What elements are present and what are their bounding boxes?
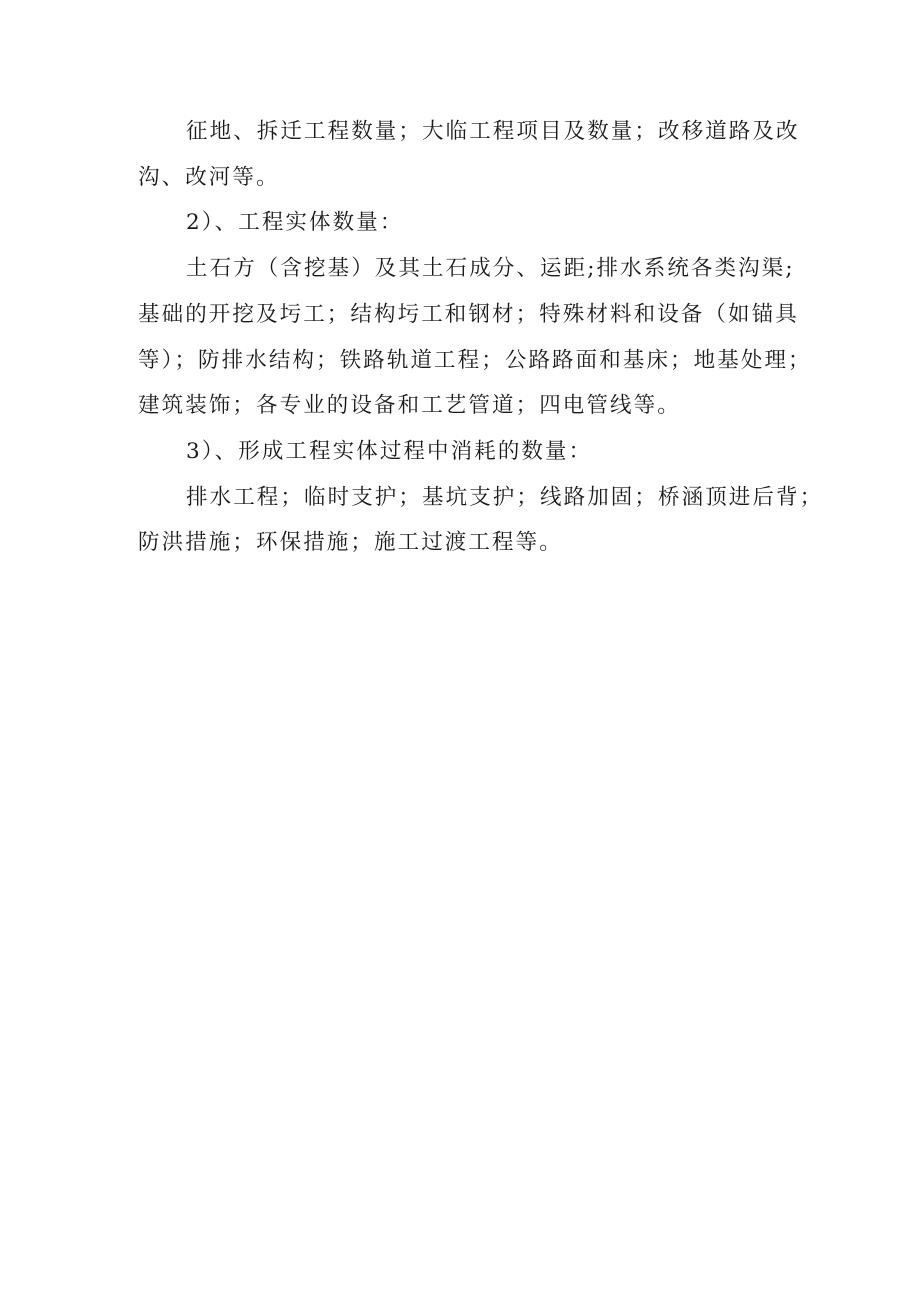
text-line: 2）、工程实体数量： bbox=[186, 210, 404, 236]
paragraph-land-acquisition bbox=[138, 109, 800, 200]
document-body bbox=[138, 109, 824, 566]
text-line: 排水工程；临时支护；基坑支护；线路加固；桥涵顶进后背； bbox=[186, 484, 824, 510]
text-line: 基础的开挖及圬工；结构圬工和钢材；特殊材料和设备（如锚具 bbox=[138, 301, 799, 327]
text-line: 土石方（含挖基）及其土石成分、运距;排水系统各类沟渠; bbox=[186, 256, 795, 282]
text-line: 沟、改河等。 bbox=[138, 164, 280, 190]
text-line: 征地、拆迁工程数量；大临工程项目及数量；改移道路及改 bbox=[186, 119, 800, 144]
heading-consumption-quantity bbox=[138, 429, 788, 475]
text-line: 建筑装饰；各专业的设备和工艺管道；四电管线等。 bbox=[138, 393, 681, 419]
heading-engineering-entity-quantity bbox=[138, 200, 788, 246]
paragraph-consumption-items bbox=[138, 475, 824, 566]
paragraph-entity-items bbox=[138, 246, 812, 429]
text-line: 3）、形成工程实体过程中消耗的数量： bbox=[186, 438, 593, 464]
text-line: 防洪措施；环保措施；施工过渡工程等。 bbox=[138, 530, 563, 556]
text-line: 等）；防排水结构；铁路轨道工程；公路路面和基床；地基处理； bbox=[138, 347, 812, 373]
